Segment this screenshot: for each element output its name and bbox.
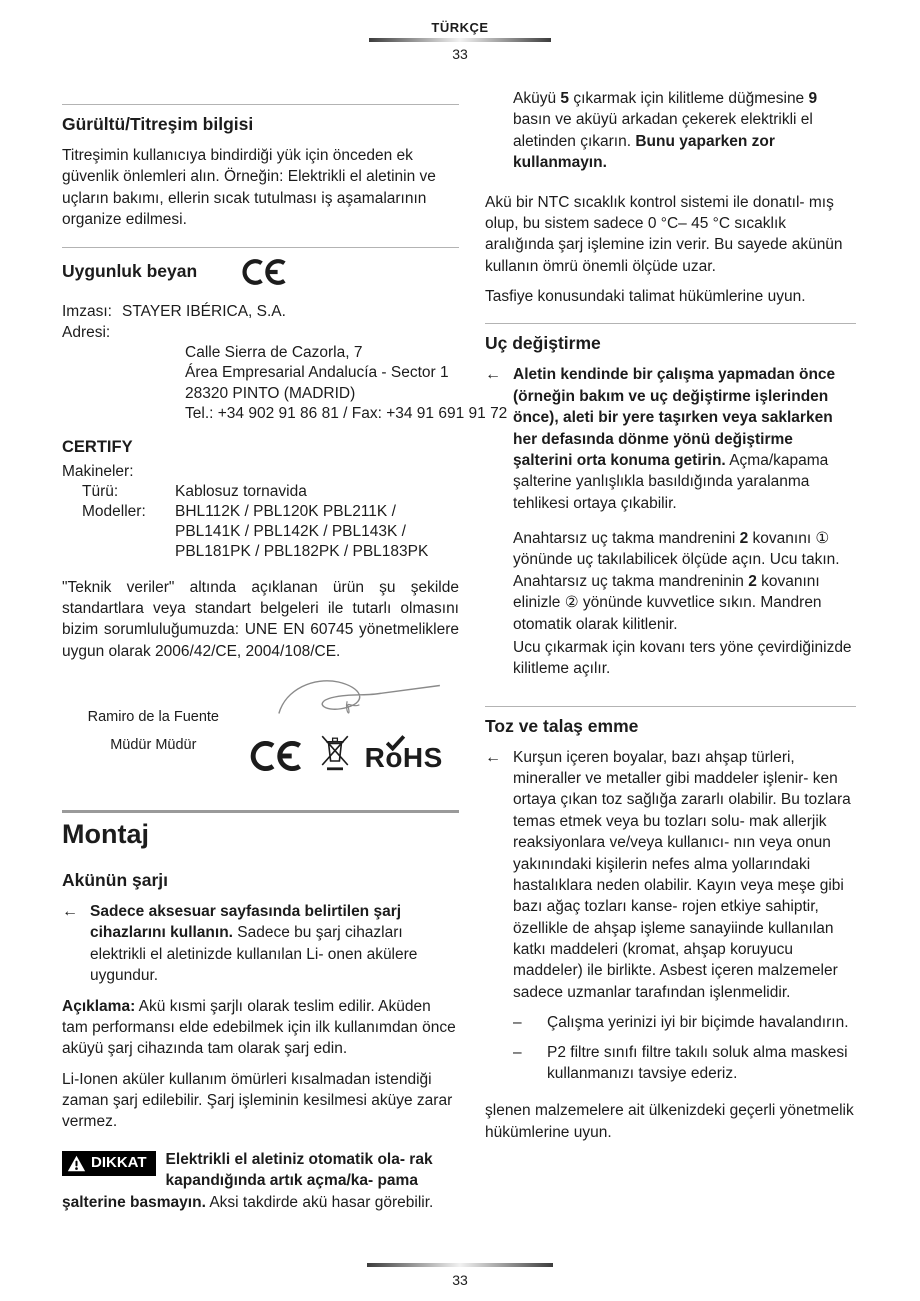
warning-text: Elektrikli el aletiniz otomatik ola- rak kapandığında artık açma/ka- pama şalterine basmayın. Aksi takdirde akü hasar görebilir.	[62, 1150, 434, 1211]
check-icon	[386, 735, 406, 751]
address-block	[185, 343, 508, 424]
section-rule	[485, 706, 856, 707]
signer-label: Imzası:	[62, 302, 112, 320]
warning-paragraph	[62, 1149, 459, 1213]
arrow-bullet-icon: ←	[62, 903, 78, 921]
montaj-heading: Montaj	[62, 819, 149, 850]
right-column	[485, 88, 856, 1222]
chuck-release-paragraph: Ucu çıkarmak için kovanı ters yöne çevirdiğinizde kilitleme açılır.	[513, 638, 852, 678]
chuck-paragraph: Anahtarsız uç takma mandrenini 2 kovanını ① yönünde uç takılabilicek ölçüde açın. Ucu takın. Anahtarsız uç takma mandreninin 2 kovanını elinizle ② yönünde kuvvetlice sıkın. Mandren otomatik olarak kilitlenir.	[513, 530, 840, 633]
dash-bullet-icon: –	[513, 1043, 522, 1061]
page-header	[0, 0, 920, 62]
battery-charge-heading: Akünün şarjı	[62, 870, 168, 891]
tool-change-bullet-text: Aletin kendinde bir çalışma yapmadan önce (örneğin bakım ve uç değiştirme işlerinden önce), aleti bir yere taşırken veya saklarken her defasında dönme yönü değiştirme şalterini orta konuma getirin. Açma/kapama şalterine yanlışlıkla basıldığında yaralanma tehlikesi ortaya çıkabilir.	[513, 366, 836, 512]
liion-paragraph: Li-Ionen aküler kullanım ömürleri kısalmadan istendiği zaman şarj edilebilir. Şarj işleminin kesilmesi aküye zarar vermez.	[62, 1070, 453, 1131]
two-column-layout	[0, 62, 920, 1222]
conformity-section-heading: Uygunluk beyan	[62, 261, 198, 281]
signer-row	[62, 301, 459, 322]
type-value: Kablosuz tornavida	[175, 482, 307, 500]
page-number-top: 33	[452, 46, 468, 62]
signer-identity	[62, 672, 245, 790]
disposal-paragraph: Tasfiye konusundaki talimat hükümlerine uyun.	[485, 288, 806, 305]
model-line: BHL112K / PBL120K PBL211K /	[175, 503, 396, 521]
machines-label: Makineler:	[62, 462, 134, 480]
tool-change-heading: Uç değiştirme	[485, 333, 601, 354]
model-list	[175, 502, 428, 562]
weee-bin-icon	[319, 734, 351, 772]
model-line: PBL181PK / PBL182PK / PBL183PK	[175, 543, 429, 561]
signature-image	[255, 668, 455, 738]
page-number-bottom: 33	[452, 1272, 468, 1288]
regulations-paragraph: şlenen malzemelere ait ülkenizdeki geçerli yönetmelik hükümlerine uyun.	[485, 1102, 854, 1141]
dash-item-text: Çalışma yerinizi iyi bir biçimde havalandırın.	[547, 1014, 849, 1032]
warning-badge	[62, 1151, 156, 1176]
compliance-logos	[249, 734, 443, 772]
rohs-logo	[365, 744, 443, 772]
arrow-bullet-icon: ←	[485, 366, 501, 384]
type-label: Türü:	[82, 482, 119, 500]
bullet-item	[485, 364, 856, 514]
warning-label: DIKKAT	[91, 1153, 147, 1171]
dash-item	[513, 1012, 856, 1033]
ce-mark-icon	[241, 257, 289, 287]
signature-and-logos	[245, 672, 459, 790]
warning-triangle-icon	[67, 1155, 86, 1172]
model-line: PBL141K / PBL142K / PBL143K /	[175, 523, 406, 541]
battery-charge-bullet-text: Sadece aksesuar sayfasında belirtilen şarj cihazlarını kullanın. Sadece bu şarj cihazları elektrikli el aletinizde kullanılan Li- onen akülere uygundur.	[90, 903, 418, 985]
battery-note-paragraph: Açıklama: Akü kısmi şarjlı olarak teslim edilir. Aküden tam performansı elde edebilmek için ilk kullanımdan önce aküyü şarj cihazında tam olarak şarj edin.	[62, 997, 456, 1058]
bullet-item	[485, 747, 856, 1004]
address-label: Adresi:	[62, 323, 111, 341]
dust-bullet-text: Kurşun içeren boyalar, bazı ahşap türleri, mineraller ve metaller gibi maddeler işlenir- ken ortaya çıkan toz sağlığa zararlı olabilir. Bu tozlara temas etmek veya bu tozları solu- mak allerjik reaksiyonlara ve/veya kullanıcı- nın veya onun yakınındaki kişilerin nefes alma yollarındaki hastalıklara neden olabilir. Kayın veya meşe gibi bazı ağaç tozları kanse- rojen etkiye sahiptir, özellikle de ahşap işleme sanayiinde kullanılan katkı maddeleri (kromat, ahşap koruyucu maddeler) ile birlikte. Asbest içeren malzemeler sadece uzmanlar tarafından işlenmelidir.	[513, 748, 851, 1001]
left-column	[62, 88, 508, 1222]
header-rule	[369, 38, 551, 42]
ce-mark-icon	[249, 740, 305, 772]
certify-block	[62, 436, 459, 563]
signer-value: STAYER IBÉRICA, S.A.	[122, 302, 286, 320]
chapter-rule	[62, 810, 459, 813]
certify-title: CERTIFY	[62, 437, 133, 456]
address-line: Área Empresarial Andalucía - Sector 1	[185, 364, 449, 382]
noise-section-heading: Gürültü/Titreşim bilgisi	[62, 114, 254, 134]
address-line: 28320 PINTO (MADRID)	[185, 384, 356, 402]
dash-bullet-icon: –	[513, 1014, 522, 1032]
models-label: Modeller:	[82, 503, 146, 521]
bullet-item	[62, 901, 459, 987]
arrow-bullet-icon: ←	[485, 748, 501, 766]
section-rule	[62, 104, 459, 105]
ntc-paragraph: Akü bir NTC sıcaklık kontrol sistemi ile donatıl- mış olup, bu sistem sadece 0 °C– 45 °C sıcaklık aralığında şarj işlemine izin verir. Bu sayede akünün kullanın ömrü önemli ölçüde uzar.	[485, 193, 843, 275]
page-footer	[0, 1260, 920, 1288]
conformity-heading-row	[62, 257, 459, 287]
signature-block	[62, 672, 459, 790]
signer-title: Müdür Müdür	[110, 736, 197, 753]
language-label: TÜRKÇE	[431, 20, 489, 35]
dash-item-text: P2 filtre sınıfı filtre takılı soluk alma maskesi kullanmanızı tavsiye ederiz.	[547, 1043, 848, 1082]
dash-item	[513, 1042, 856, 1085]
certify-statement: "Teknik veriler" altında açıklanan ürün şu şekilde standartlara veya standart belgeleri ile tutarlı olmasını bizim sorumluluğumuzda: UNE EN 60745 yönetmeliklere uygun olarak 2006/42/CE, 2004/108/CE.	[62, 578, 459, 660]
rohs-text: RoHS	[364, 742, 443, 774]
dust-section-heading: Toz ve talaş emme	[485, 715, 639, 736]
type-row	[82, 482, 459, 502]
address-line: Calle Sierra de Cazorla, 7	[185, 344, 363, 362]
section-rule	[485, 323, 856, 324]
models-row	[82, 502, 459, 562]
battery-remove-paragraph: Aküyü 5 çıkarmak için kilitleme düğmesine 9 basın ve aküyü arkadan çekerek elektrikli el aletinden çıkarın. Bunu yaparken zor kullanmayın.	[513, 90, 818, 172]
dust-dash-list	[513, 1012, 856, 1084]
signer-name: Ramiro de la Fuente	[87, 709, 219, 726]
section-rule	[62, 247, 459, 248]
address-line: Tel.: +34 902 91 86 81 / Fax: +34 91 691 91 72	[185, 404, 508, 422]
footer-rule	[367, 1263, 553, 1267]
noise-section-body: Titreşimin kullanıcıya bindirdiği yük için önceden ek güvenlik önlemleri alın. Örneğin: Elektrikli el aletinin ve uçların bakımı, ellerin sıcak tutulması iş aşamalarının organize edilmesi.	[62, 147, 436, 229]
